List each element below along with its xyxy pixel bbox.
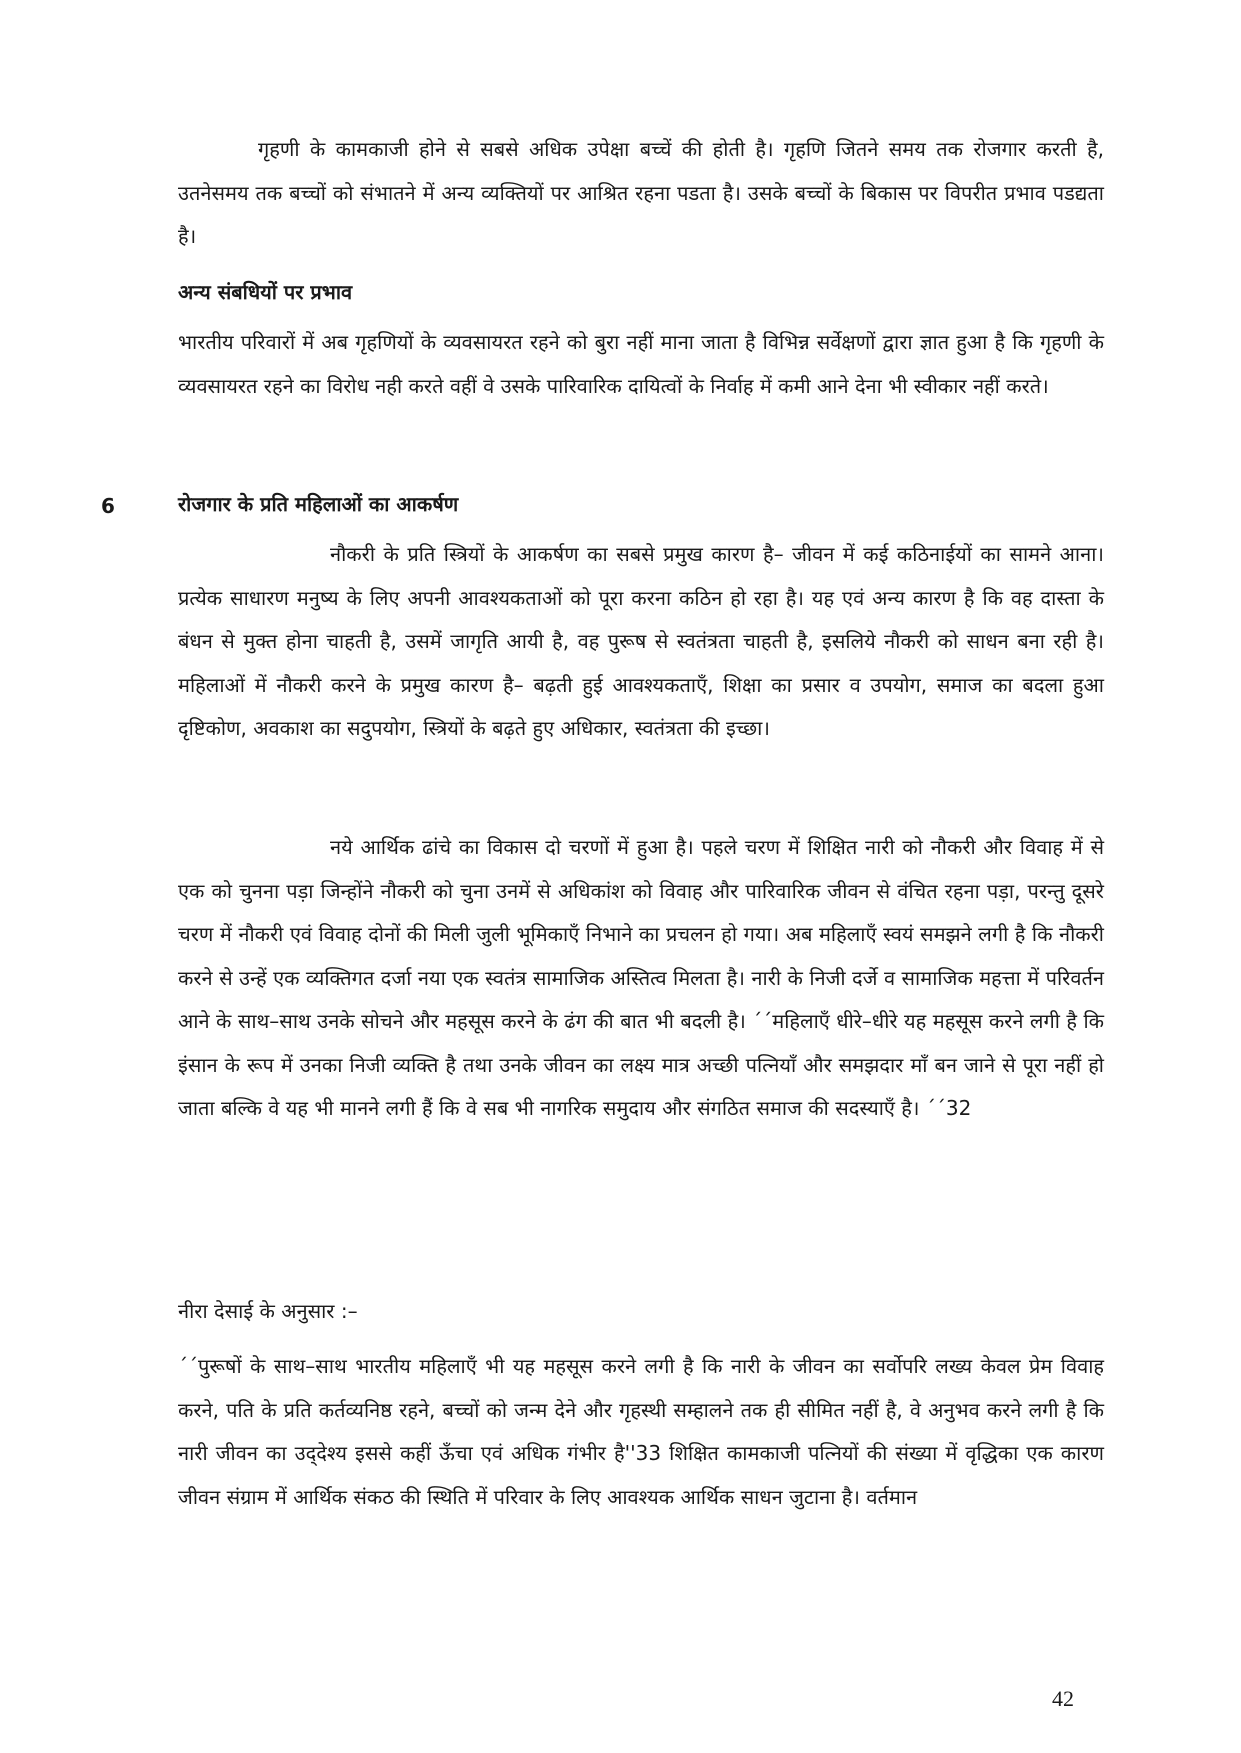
page-number: 42 xyxy=(1052,1686,1074,1711)
section-number: 6 xyxy=(101,494,115,518)
paragraph-relatives-impact: भारतीय परिवारों में अब गृहणियों के व्यवसायरत रहने को बुरा नहीं माना जाता है विभिन्न सर्वेक्षणों द्वारा ज्ञात हुआ है कि गृहणी के व्यवसायरत रहने का विरोध नही करते वहीं वे उसके पारिवारिक दायित्वों के निर्वाह में कमी आने देना भी स्वीकार नहीं करते। xyxy=(178,330,1104,398)
paragraph-economic-structure: नये आर्थिक ढांचे का विकास दो चरणों में हुआ है। पहले चरण में शिक्षित नारी को नौकरी और विवाह में से एक को चुनना पड़ा जिन्होंने नौकरी को चुना उनमें से अधिकांश को विवाह और पारिवारिक जीवन से वंचित रहना पड़ा, परन्तु दूसरे चरण में नौकरी एवं विवाह दोनों की मिली जुली भूमिकाएँ निभाने का प्रचलन हो गया। अब महिलाएँ स्वयं समझने लगी है कि नौकरी करने से उन्हें एक व्यक्तिगत दर्जा नया एक स्वतंत्र सामाजिक अस्तित्व मिलता है। नारी के निजी दर्जे व सामाजिक महत्ता में परिवर्तन आने के साथ–साथ उनके सोचने और महसूस करने के ढंग की बात भी बदली है। ´´महिलाएँ धीरे–धीरे यह महसूस करने लगी है कि इंसान के रूप में उनका निजी व्यक्ति है तथा उनके जीवन का लक्ष्य मात्र अच्छी पत्नियाँ और समझदार माँ बन जाने से पूरा नहीं हो जाता बल्कि वे यह भी मानने लगी हैं कि वे सब भी नागरिक समुदाय और संगठित समाज की सदस्याएँ है। ´´32 xyxy=(178,835,1104,1120)
subheading-other-relatives: अन्य संबधियों पर प्रभाव xyxy=(178,280,353,304)
paragraph-employment-attraction: नौकरी के प्रति स्त्रियों के आकर्षण का सबसे प्रमुख कारण है– जीवन में कई कठिनाईयों का सामने आना। प्रत्येक साधारण मनुष्य के लिए अपनी आवश्यकताओं को पूरा करना कठिन हो रहा है। यह एवं अन्य कारण है कि वह दास्ता के बंधन से मुक्त होना चाहती है, उसमें जागृति आयी है, वह पुरूष से स्वतंत्रता चाहती है, इसलिये नौकरी को साधन बना रही है। महिलाओं में नौकरी करने के प्रमुख कारण है– बढ़ती हुई आवश्यकताएँ, शिक्षा का प्रसार व उपयोग, समाज का बदला हुआ दृष्टिकोण, अवकाश का सदुपयोग, स्त्रियों के बढ़ते हुए अधिकार, स्वतंत्रता की इच्छा। xyxy=(178,542,1104,740)
quote-intro: नीरा देसाई के अनुसार :– xyxy=(178,1299,358,1323)
paragraph-neera-desai-quote: ´´पुरूषों के साथ–साथ भारतीय महिलाएँ भी यह महसूस करने लगी है कि नारी के जीवन का सर्वोपरि लख्य केवल प्रेम विवाह करने, पति के प्रति कर्तव्यनिष्ठ रहने, बच्चों को जन्म देने और गृहस्थी सम्हालने तक ही सीमित नहीं है, वे अनुभव करने लगी है कि नारी जीवन का उद्‌देश्य इससे कहीं ऊँचा एवं अधिक गंभीर है''33 शिक्षित कामकाजी पत्नियों की संख्या में वृद्धिका एक कारण जीवन संग्राम में आर्थिक संकठ की स्थिति में परिवार के लिए आवश्यक आर्थिक साधन जुटाना है। वर्तमान xyxy=(178,1354,1104,1509)
section-title: रोजगार के प्रति महिलाओं का आकर्षण xyxy=(178,492,459,516)
paragraph-child-neglect: गृहणी के कामकाजी होने से सबसे अधिक उपेक्षा बच्चें की होती है। गृहणि जितने समय तक रोजगार करती है, उतनेसमय तक बच्चों को संभातने में अन्य व्यक्तियों पर आश्रित रहना पडता है। उसके बच्चों के बिकास पर विपरीत प्रभाव पडद्यता है। xyxy=(178,137,1104,248)
